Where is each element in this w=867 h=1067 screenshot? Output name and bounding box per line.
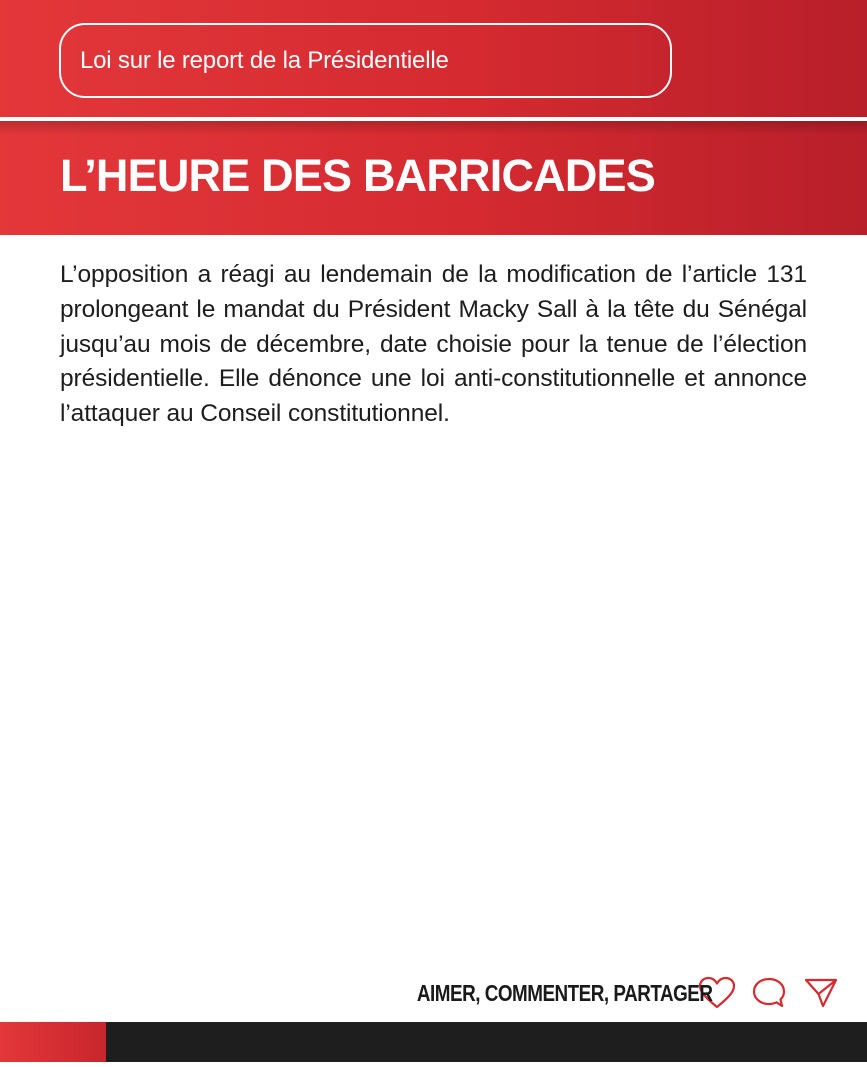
category-pill [59,23,672,98]
article-body: L’opposition a réagi au lendemain de la modification de l’article 131 prolongeant le mandat du Président Macky Sall à la tête du Sénégal jusqu’au mois de décembre, date choisie pour la tenue de l’élection présidentielle. Elle dénonce une loi anti-constitutionnelle et annonce l’attaquer au Conseil constitutionnel. [60,261,807,428]
engagement-bar [352,975,841,1011]
footer-accent-bar [0,1022,106,1062]
comment-icon[interactable] [750,975,788,1011]
category-label: Loi sur le report de la Présidentielle [80,46,449,74]
send-icon[interactable] [802,975,840,1011]
header-divider-shadow [0,121,867,135]
footer-dark-bar [106,1022,867,1062]
headline: L’HEURE DES BARRICADES [60,150,655,201]
cta-text: AIMER, COMMENTER, PARTAGER [416,979,712,1006]
